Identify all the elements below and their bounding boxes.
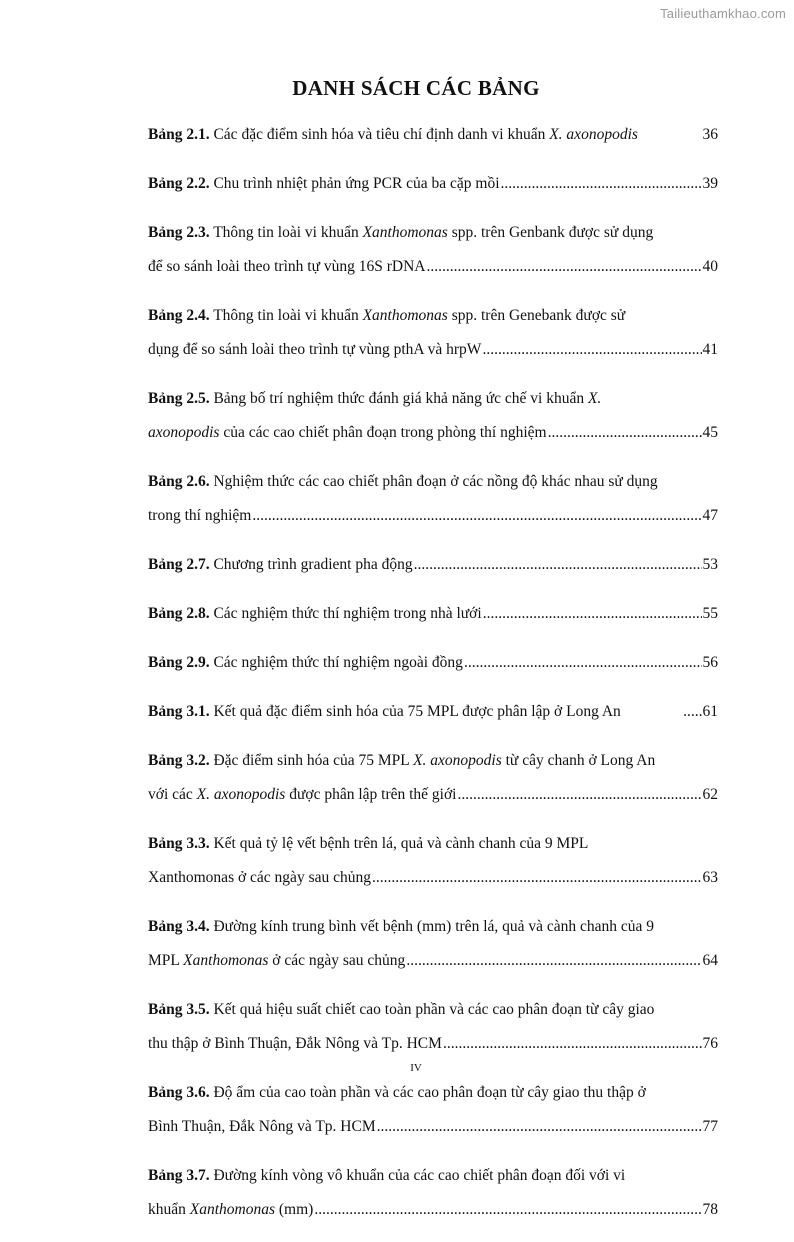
page-ref: 41 [702, 341, 718, 358]
table-label: Bảng 2.8. [148, 605, 210, 622]
toc-line-text [148, 597, 482, 631]
toc-line [148, 499, 718, 533]
page-ref: 77 [702, 1118, 718, 1135]
page-ref: 55 [702, 605, 718, 622]
toc-line-text [148, 118, 638, 152]
entry-text: Các nghiệm thức thí nghiệm trong nhà lưới [209, 605, 482, 622]
toc-entry[interactable] [148, 382, 718, 450]
toc-line [148, 993, 718, 1027]
page-ref: 62 [702, 786, 718, 803]
toc-line [148, 646, 718, 680]
toc-line [148, 416, 718, 450]
dot-leader [501, 167, 702, 201]
toc-line-text [148, 216, 653, 250]
toc-line [148, 299, 718, 333]
entry-text: Đặc điểm sinh hóa của 75 MPL [209, 752, 414, 769]
toc-line [148, 778, 718, 812]
dot-leader [372, 861, 702, 895]
toc-line-text [148, 993, 654, 1027]
entry-text: với các [148, 786, 197, 803]
toc-entry[interactable] [148, 1159, 718, 1227]
entry-text: Nghiệm thức các cao chiết phân đoạn ở các nồng độ khác nhau sử dụng [209, 473, 658, 490]
toc-line-text [148, 1159, 625, 1193]
entry-text: trong thí nghiệm [148, 507, 252, 524]
toc-line [148, 167, 718, 201]
italic-text: X. [587, 390, 602, 407]
toc-line [148, 1193, 718, 1227]
entry-text: Chương trình gradient pha động [209, 556, 413, 573]
table-label: Bảng 2.4. [148, 307, 210, 324]
toc-line [148, 597, 718, 631]
toc-line-text [148, 465, 658, 499]
table-label: Bảng 2.9. [148, 654, 210, 671]
page-ref: 64 [702, 952, 718, 969]
entry-text: Đường kính vòng vô khuẩn của các cao chiết phân đoạn đối với vi [209, 1167, 626, 1184]
toc-line [148, 910, 718, 944]
toc-line [148, 1159, 718, 1193]
toc-entry[interactable] [148, 597, 718, 631]
table-label: Bảng 3.3. [148, 835, 210, 852]
dot-leader [443, 1027, 702, 1061]
toc-line [148, 827, 718, 861]
toc-entry[interactable] [148, 695, 718, 729]
table-label: Bảng 3.7. [148, 1167, 210, 1184]
page-number: IV [410, 1062, 422, 1074]
entry-text: từ cây chanh ở Long An [501, 752, 656, 769]
toc-line [148, 333, 718, 367]
toc-line-text [148, 416, 547, 450]
entry-text: spp. trên Genbank được sử dụng [447, 224, 654, 241]
entry-text: Các đặc điểm sinh hóa và tiêu chí định danh vi khuẩn [209, 126, 550, 143]
table-label: Bảng 2.3. [148, 224, 210, 241]
dot-leader [377, 1110, 702, 1144]
toc-entry[interactable] [148, 827, 718, 895]
dot-leader [483, 597, 702, 631]
entry-text: Bảng bố trí nghiệm thức đánh giá khả năng ức chế vi khuẩn [209, 390, 588, 407]
page-ref: 56 [702, 654, 718, 671]
entry-text: Bình Thuận, Đắk Nông và Tp. HCM [148, 1118, 376, 1135]
entry-text: MPL [148, 952, 184, 969]
italic-text: X. axonopodis [413, 752, 502, 769]
toc-line-text [148, 299, 625, 333]
watermark-text: Tailieuthamkhao.com [660, 6, 786, 21]
table-label: Bảng 2.5. [148, 390, 210, 407]
toc-line [148, 1027, 718, 1061]
toc-line [148, 1110, 718, 1144]
page-ref: 76 [702, 1035, 718, 1052]
page-ref: 36 [702, 126, 718, 143]
entry-text: Chu trình nhiệt phản ứng PCR của ba cặp mồi [209, 175, 500, 192]
dot-leader [314, 1193, 701, 1227]
table-label: Bảng 2.2. [148, 175, 210, 192]
toc-entry[interactable] [148, 993, 718, 1061]
page-ref: .....61 [683, 703, 718, 720]
table-label: Bảng 3.2. [148, 752, 210, 769]
dot-leader [464, 646, 702, 680]
toc-line [148, 548, 718, 582]
entry-text: khuẩn [148, 1201, 190, 1218]
toc-line [148, 1076, 718, 1110]
italic-text: Xanthomonas [183, 952, 269, 969]
toc-entry[interactable] [148, 167, 718, 201]
dot-leader [482, 333, 701, 367]
toc-line-text [148, 744, 655, 778]
toc-line-text [148, 382, 601, 416]
toc-line-text [148, 861, 371, 895]
toc-entry[interactable] [148, 299, 718, 367]
toc-entry[interactable] [148, 548, 718, 582]
table-label: Bảng 3.4. [148, 918, 210, 935]
toc-entry[interactable] [148, 646, 718, 680]
toc-line [148, 744, 718, 778]
entry-text: thu thập ở Bình Thuận, Đắk Nông và Tp. HCM [148, 1035, 442, 1052]
page-ref: 78 [702, 1201, 718, 1218]
toc-entry[interactable] [148, 465, 718, 533]
toc-line-text [148, 1193, 313, 1227]
toc-line-text [148, 167, 500, 201]
italic-text: Xanthomonas [362, 307, 448, 324]
toc-line-text [148, 695, 621, 729]
entry-text: spp. trên Genebank được sử [447, 307, 626, 324]
toc-entry[interactable] [148, 744, 718, 812]
dot-leader [252, 499, 701, 533]
toc-line [148, 695, 718, 729]
table-label: Bảng 2.7. [148, 556, 210, 573]
toc-line-text [148, 910, 654, 944]
page-title: DANH SÁCH CÁC BẢNG [292, 76, 540, 100]
table-label: Bảng 2.6. [148, 473, 210, 490]
dot-leader [457, 778, 701, 812]
toc-line-text [148, 827, 588, 861]
italic-text: X. axonopodis [196, 786, 286, 803]
entry-text: ở các ngày sau chủng [268, 952, 406, 969]
toc-line-text [148, 944, 405, 978]
toc-line [148, 944, 718, 978]
dot-leader [426, 250, 701, 284]
page-ref: 45 [702, 424, 718, 441]
toc-line-text [148, 250, 425, 284]
entry-text: Thông tin loài vi khuẩn [209, 224, 363, 241]
dot-leader [548, 416, 702, 450]
italic-text: Xanthomonas [189, 1201, 276, 1218]
toc-line [148, 216, 718, 250]
entry-text: để so sánh loài theo trình tự vùng 16S rDNA [148, 258, 426, 275]
italic-text: Xanthomonas [362, 224, 448, 241]
entry-text: Xanthomonas ở các ngày sau chủng [148, 869, 371, 886]
toc-entry[interactable] [148, 118, 718, 152]
entry-text: Độ ẩm của cao toàn phần và các cao phân đoạn từ cây giao thu thập ở [209, 1084, 646, 1101]
entry-text: (mm) [275, 1201, 314, 1218]
entry-text: dụng để so sánh loài theo trình tự vùng pthA và hrpW [148, 341, 482, 358]
toc-line-text [148, 778, 456, 812]
entry-text: Kết quả đặc điểm sinh hóa của 75 MPL được phân lập ở Long An [209, 703, 621, 720]
page-ref: 47 [702, 507, 718, 524]
table-label: Bảng 3.5. [148, 1001, 210, 1018]
toc-line-text [148, 333, 481, 367]
toc-line [148, 861, 718, 895]
toc-line-text [148, 1076, 646, 1110]
table-label: Bảng 3.6. [148, 1084, 210, 1101]
dot-leader [406, 944, 701, 978]
toc-line [148, 465, 718, 499]
page-ref: 63 [702, 869, 718, 886]
page-ref: 53 [702, 556, 718, 573]
toc-line [148, 118, 718, 152]
toc-entry[interactable] [148, 910, 718, 978]
toc-entry[interactable] [148, 216, 718, 284]
entry-text: Kết quả hiệu suất chiết cao toàn phần và các cao phân đoạn từ cây giao [209, 1001, 655, 1018]
table-label: Bảng 2.1. [148, 126, 210, 143]
page-ref: 40 [702, 258, 718, 275]
italic-text: axonopodis [148, 424, 220, 441]
toc-line-text [148, 1110, 376, 1144]
italic-text: X. axonopodis [549, 126, 638, 143]
toc-line [148, 382, 718, 416]
entry-text: của các cao chiết phân đoạn trong phòng thí nghiệm [219, 424, 547, 441]
entry-text: Các nghiệm thức thí nghiệm ngoài đồng [209, 654, 463, 671]
entry-text: Đường kính trung bình vết bệnh (mm) trên lá, quả và cành chanh của 9 [209, 918, 655, 935]
dot-leader [414, 548, 702, 582]
toc-line-text [148, 646, 463, 680]
toc-line-text [148, 1027, 442, 1061]
toc-entry[interactable] [148, 1076, 718, 1144]
entry-text: Kết quả tỷ lệ vết bệnh trên lá, quả và cành chanh của 9 MPL [209, 835, 589, 852]
toc-line [148, 250, 718, 284]
entry-text: Thông tin loài vi khuẩn [209, 307, 363, 324]
entry-text: được phân lập trên thế giới [285, 786, 457, 803]
table-label: Bảng 3.1. [148, 703, 210, 720]
page-ref: 39 [702, 175, 718, 192]
toc-line-text [148, 499, 251, 533]
toc-line-text [148, 548, 413, 582]
